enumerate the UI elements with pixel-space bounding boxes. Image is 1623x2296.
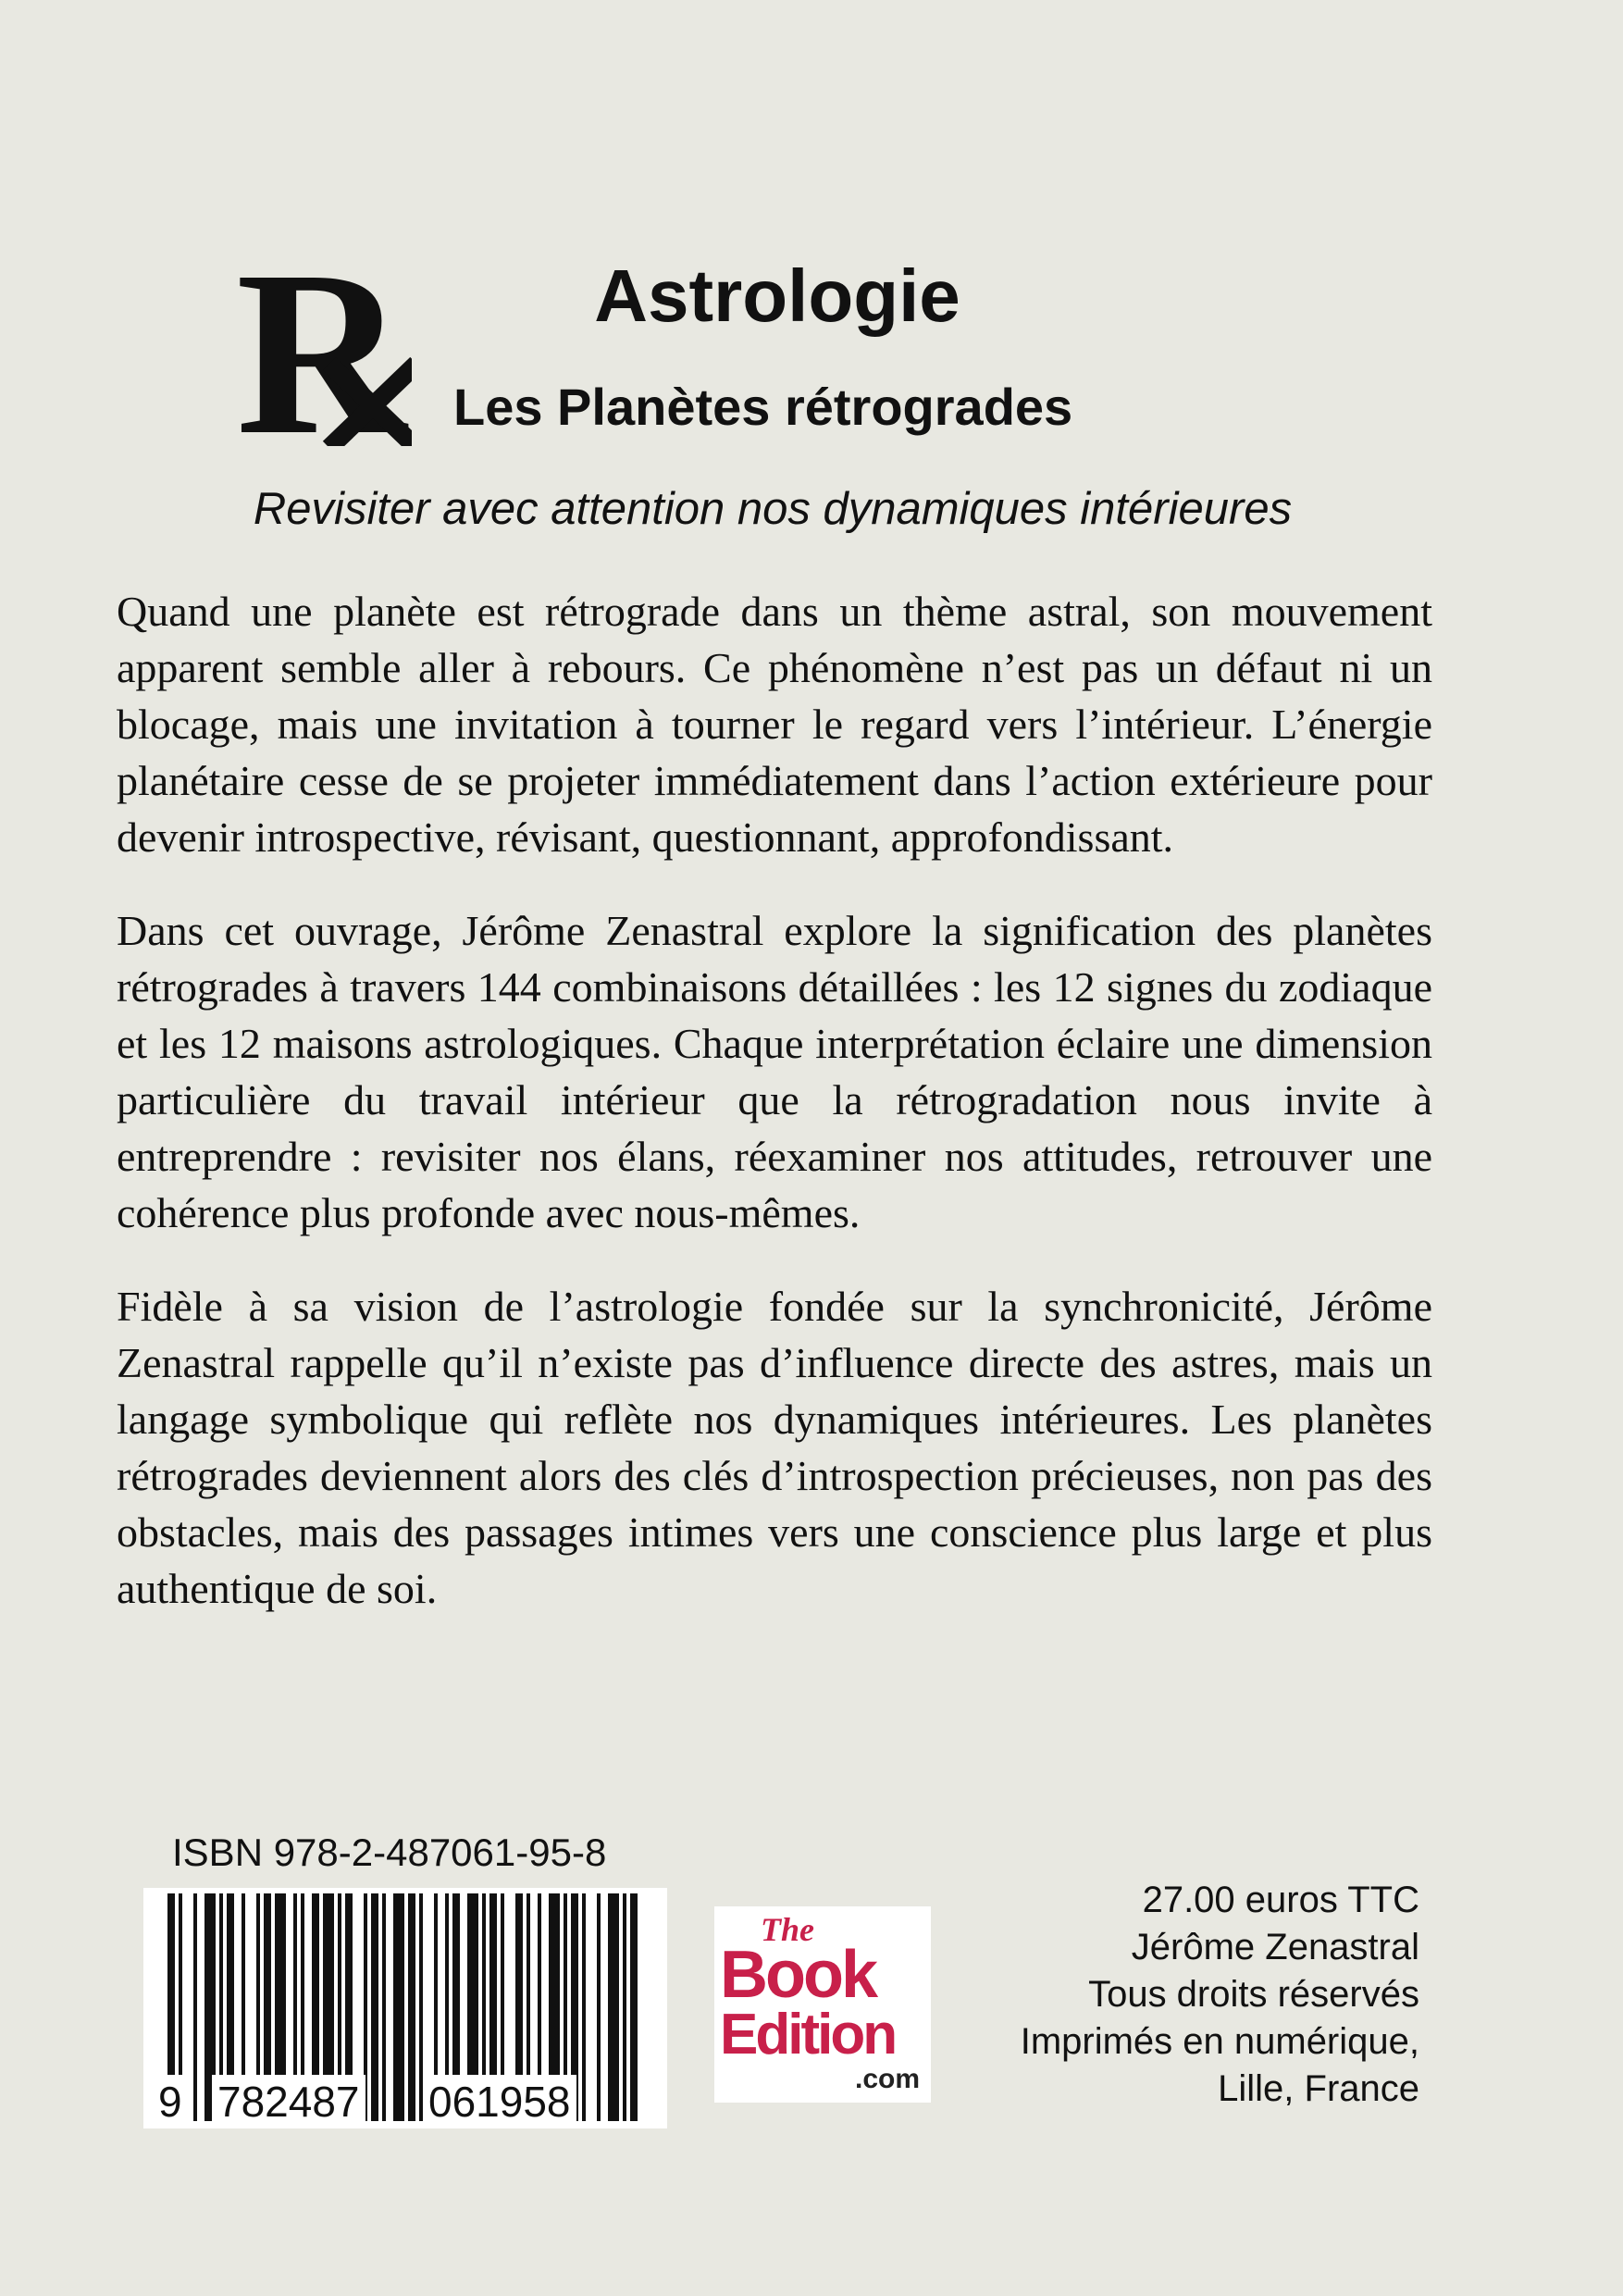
book-title: Astrologie bbox=[594, 254, 960, 337]
svg-text:R: R bbox=[236, 242, 407, 446]
logo-book-text: Book bbox=[720, 1938, 875, 2012]
rights-notice: Tous droits réservés bbox=[1088, 1974, 1419, 2015]
author-name: Jérôme Zenastral bbox=[1131, 1927, 1419, 1967]
blurb-paragraph: Quand une planète est rétrograde dans un thème astral, son mouvement apparent semble aller à rebours. Ce phénomène n’est pas un défaut ni un blocage, mais une invitation à tourner le regard vers l’intérieur. L’énergie planétaire cesse de se projeter immédiatement dans l’action extérieure pour devenir introspective, révisant, questionnant, approfondissant. bbox=[117, 588, 1432, 861]
barcode-digits-left: 782487 bbox=[212, 2075, 365, 2128]
printing-note: Imprimés en numérique, bbox=[1020, 2021, 1419, 2062]
barcode-digit-prefix: 9 bbox=[155, 2075, 186, 2128]
logo-the-text: The bbox=[761, 1911, 814, 1948]
isbn-label: ISBN 978-2-487061-95-8 bbox=[172, 1831, 607, 1874]
barcode-digits-right: 061958 bbox=[423, 2075, 576, 2128]
logo-com-text: .com bbox=[855, 2064, 921, 2094]
retrograde-rx-symbol bbox=[236, 242, 412, 446]
book-subtitle: Les Planètes rétrogrades bbox=[453, 378, 1073, 436]
logo-edition-text: Edition bbox=[720, 2003, 896, 2066]
book-tagline: Revisiter avec attention nos dynamiques intérieures bbox=[253, 484, 1293, 534]
back-cover-blurb bbox=[117, 583, 1432, 1654]
blurb-paragraph: Fidèle à sa vision de l’astrologie fondée sur la synchronicité, Jérôme Zenastral rappelle qu’il n’existe pas d’influence directe des astres, mais un langage symbolique qui reflète nos dynamiques intérieures. Les planètes rétrogrades deviennent alors des clés d’introspection précieuses, non pas des obstacles, mais des passages intimes vers une conscience plus large et plus authentique de soi. bbox=[117, 1283, 1432, 1612]
printing-location: Lille, France bbox=[1218, 2068, 1419, 2109]
publisher-logo bbox=[714, 1906, 931, 2103]
publication-info bbox=[901, 1877, 1419, 2113]
isbn-barcode bbox=[143, 1888, 667, 2128]
price: 27.00 euros TTC bbox=[1142, 1880, 1419, 1920]
blurb-paragraph: Dans cet ouvrage, Jérôme Zenastral explore la signification des planètes rétrogrades à travers 144 combinaisons détaillées : les 12 signes du zodiaque et les 12 maisons astrologiques. Chaque interprétation éclaire une dimension particulière du travail intérieur que la rétrogradation nous invite à entreprendre : revisiter nos élans, réexaminer nos attitudes, retrouver une cohérence plus profonde avec nous-mêmes. bbox=[117, 907, 1432, 1236]
